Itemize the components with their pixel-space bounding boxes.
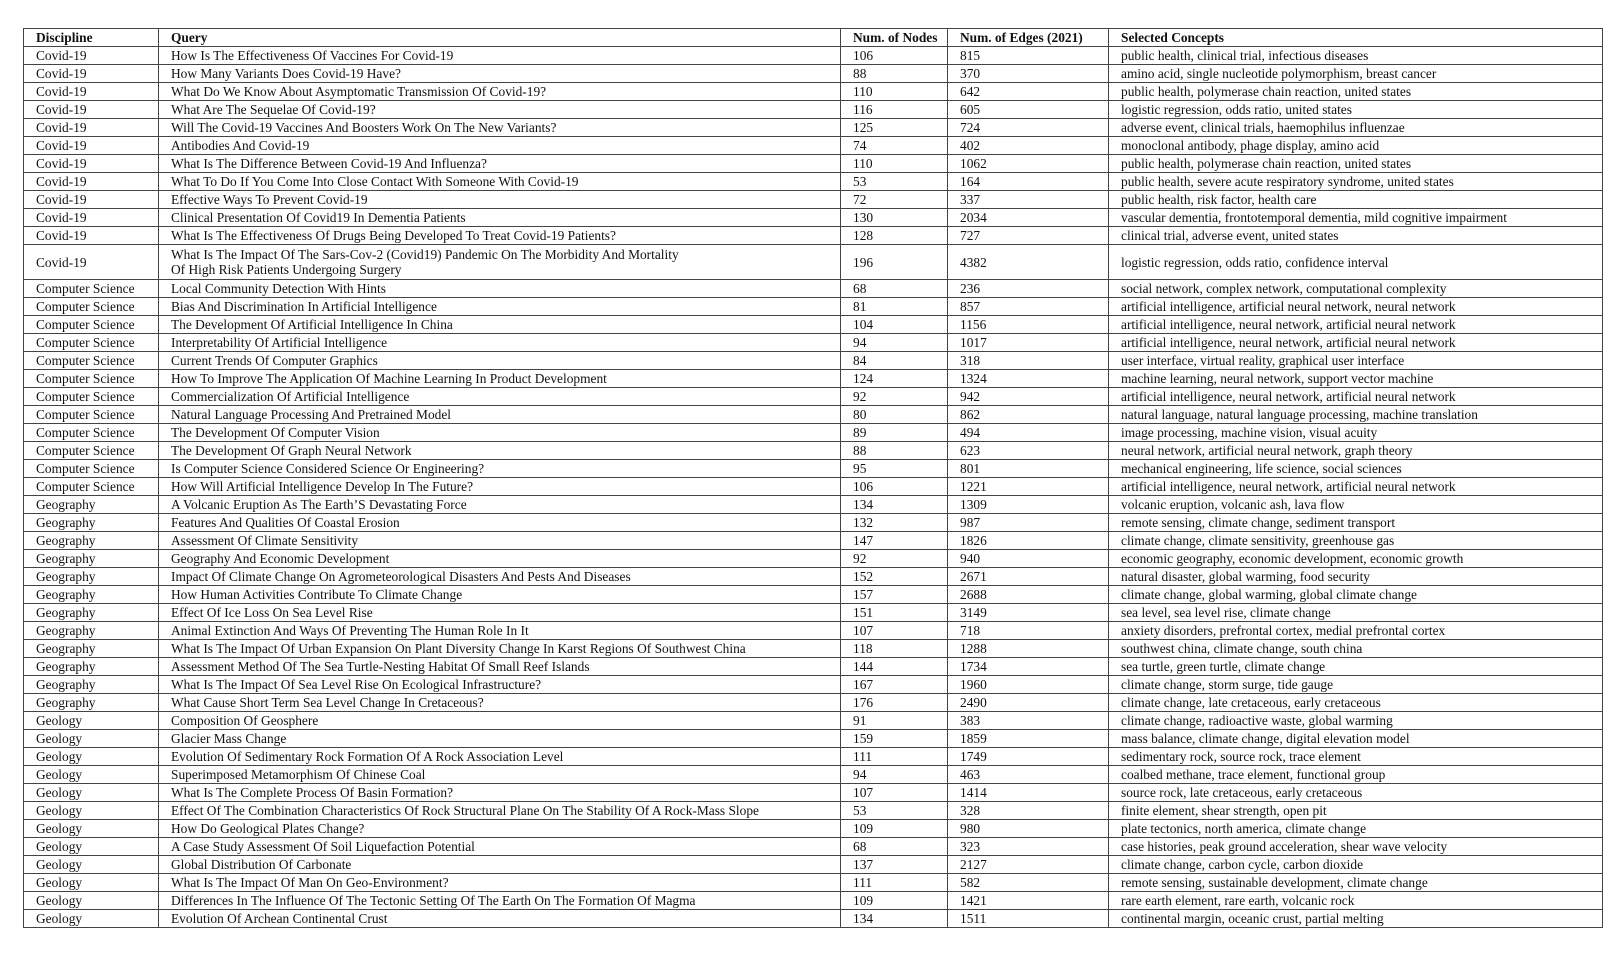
query-cell: A Volcanic Eruption As The Earth’S Devastating Force [159,496,841,514]
edges-cell: 862 [948,406,1109,424]
concepts-cell: sedimentary rock, source rock, trace element [1109,748,1603,766]
query-cell: Interpretability Of Artificial Intelligence [159,334,841,352]
concepts-table [23,28,1603,928]
table-row [24,622,1603,640]
query-cell: Antibodies And Covid-19 [159,137,841,155]
nodes-cell: 152 [841,568,948,586]
discipline-cell: Covid-19 [24,101,159,119]
edges-cell: 942 [948,388,1109,406]
query-cell: Differences In The Influence Of The Tectonic Setting Of The Earth On The Formation Of Magma [159,892,841,910]
discipline-cell: Geology [24,910,159,928]
query-cell: Effective Ways To Prevent Covid-19 [159,191,841,209]
discipline-cell: Geography [24,586,159,604]
edges-cell: 582 [948,874,1109,892]
edges-cell: 718 [948,622,1109,640]
concepts-cell: artificial intelligence, artificial neural network, neural network [1109,298,1603,316]
edges-cell: 1749 [948,748,1109,766]
table-row [24,514,1603,532]
nodes-cell: 107 [841,784,948,802]
discipline-cell: Geology [24,766,159,784]
concepts-cell: neural network, artificial neural network, graph theory [1109,442,1603,460]
edges-cell: 383 [948,712,1109,730]
concepts-cell: coalbed methane, trace element, functional group [1109,766,1603,784]
nodes-cell: 84 [841,352,948,370]
discipline-cell: Covid-19 [24,227,159,245]
query-cell: Assessment Of Climate Sensitivity [159,532,841,550]
header-discipline: Discipline [24,29,159,47]
concepts-cell: logistic regression, odds ratio, confidence interval [1109,245,1603,280]
query-cell: How Do Geological Plates Change? [159,820,841,838]
edges-cell: 1421 [948,892,1109,910]
concepts-cell: southwest china, climate change, south china [1109,640,1603,658]
query-cell: What Is The Impact Of Sea Level Rise On Ecological Infrastructure? [159,676,841,694]
edges-cell: 1156 [948,316,1109,334]
nodes-cell: 147 [841,532,948,550]
edges-cell: 1288 [948,640,1109,658]
nodes-cell: 80 [841,406,948,424]
table-row [24,640,1603,658]
table-row [24,712,1603,730]
edges-cell: 1414 [948,784,1109,802]
concepts-cell: climate change, radioactive waste, global warming [1109,712,1603,730]
discipline-cell: Computer Science [24,316,159,334]
edges-cell: 236 [948,280,1109,298]
edges-cell: 1859 [948,730,1109,748]
query-cell: How Will Artificial Intelligence Develop In The Future? [159,478,841,496]
table-row [24,245,1603,280]
discipline-cell: Geology [24,874,159,892]
concepts-cell: mass balance, climate change, digital elevation model [1109,730,1603,748]
edges-cell: 623 [948,442,1109,460]
concepts-cell: sea level, sea level rise, climate change [1109,604,1603,622]
query-cell: What To Do If You Come Into Close Contact With Someone With Covid-19 [159,173,841,191]
discipline-cell: Geology [24,730,159,748]
nodes-cell: 157 [841,586,948,604]
table-row [24,658,1603,676]
query-cell: How To Improve The Application Of Machine Learning In Product Development [159,370,841,388]
nodes-cell: 196 [841,245,948,280]
query-cell: Will The Covid-19 Vaccines And Boosters Work On The New Variants? [159,119,841,137]
edges-cell: 605 [948,101,1109,119]
nodes-cell: 130 [841,209,948,227]
discipline-cell: Geology [24,784,159,802]
table-row [24,820,1603,838]
concepts-cell: climate change, late cretaceous, early cretaceous [1109,694,1603,712]
query-cell [159,245,841,280]
nodes-cell: 109 [841,892,948,910]
table-row [24,676,1603,694]
concepts-cell: economic geography, economic development, economic growth [1109,550,1603,568]
table-row [24,47,1603,65]
table-row [24,370,1603,388]
table-row [24,604,1603,622]
concepts-cell: public health, risk factor, health care [1109,191,1603,209]
discipline-cell: Geography [24,676,159,694]
query-cell: Glacier Mass Change [159,730,841,748]
edges-cell: 1221 [948,478,1109,496]
discipline-cell: Covid-19 [24,119,159,137]
discipline-cell: Geography [24,640,159,658]
table-row [24,173,1603,191]
discipline-cell: Geography [24,622,159,640]
concepts-cell: volcanic eruption, volcanic ash, lava flow [1109,496,1603,514]
concepts-cell: remote sensing, climate change, sediment transport [1109,514,1603,532]
nodes-cell: 110 [841,155,948,173]
concepts-cell: case histories, peak ground acceleration, shear wave velocity [1109,838,1603,856]
table-row [24,748,1603,766]
nodes-cell: 95 [841,460,948,478]
edges-cell: 1324 [948,370,1109,388]
query-cell: Superimposed Metamorphism Of Chinese Coal [159,766,841,784]
nodes-cell: 94 [841,334,948,352]
concepts-cell: anxiety disorders, prefrontal cortex, medial prefrontal cortex [1109,622,1603,640]
concepts-cell: natural disaster, global warming, food security [1109,568,1603,586]
query-cell: Global Distribution Of Carbonate [159,856,841,874]
nodes-cell: 111 [841,874,948,892]
edges-cell: 328 [948,802,1109,820]
concepts-cell: finite element, shear strength, open pit [1109,802,1603,820]
discipline-cell: Computer Science [24,352,159,370]
table-row [24,874,1603,892]
query-cell: Geography And Economic Development [159,550,841,568]
nodes-cell: 92 [841,550,948,568]
discipline-cell: Computer Science [24,334,159,352]
table-row [24,550,1603,568]
nodes-cell: 134 [841,910,948,928]
query-cell: Evolution Of Archean Continental Crust [159,910,841,928]
edges-cell: 815 [948,47,1109,65]
concepts-cell: natural language, natural language processing, machine translation [1109,406,1603,424]
discipline-cell: Computer Science [24,406,159,424]
query-cell: Commercialization Of Artificial Intelligence [159,388,841,406]
edges-cell: 727 [948,227,1109,245]
table-row [24,766,1603,784]
edges-cell: 2490 [948,694,1109,712]
nodes-cell: 128 [841,227,948,245]
concepts-cell: rare earth element, rare earth, volcanic rock [1109,892,1603,910]
discipline-cell: Covid-19 [24,137,159,155]
table-row [24,892,1603,910]
table-row [24,209,1603,227]
edges-cell: 1960 [948,676,1109,694]
discipline-cell: Covid-19 [24,245,159,280]
concepts-cell: machine learning, neural network, support vector machine [1109,370,1603,388]
nodes-cell: 91 [841,712,948,730]
edges-cell: 494 [948,424,1109,442]
edges-cell: 724 [948,119,1109,137]
nodes-cell: 134 [841,496,948,514]
query-cell: Features And Qualities Of Coastal Erosion [159,514,841,532]
header-num-nodes: Num. of Nodes [841,29,948,47]
query-cell: Current Trends Of Computer Graphics [159,352,841,370]
discipline-cell: Geography [24,658,159,676]
concepts-cell: clinical trial, adverse event, united states [1109,227,1603,245]
table-row [24,406,1603,424]
edges-cell: 2034 [948,209,1109,227]
table-row [24,280,1603,298]
table-row [24,784,1603,802]
query-cell: Animal Extinction And Ways Of Preventing The Human Role In It [159,622,841,640]
discipline-cell: Geology [24,820,159,838]
discipline-cell: Geology [24,838,159,856]
concepts-cell: climate change, climate sensitivity, greenhouse gas [1109,532,1603,550]
nodes-cell: 109 [841,820,948,838]
discipline-cell: Covid-19 [24,155,159,173]
table-row [24,101,1603,119]
query-cell: Composition Of Geosphere [159,712,841,730]
edges-cell: 3149 [948,604,1109,622]
table-row [24,352,1603,370]
discipline-cell: Geology [24,802,159,820]
table-row [24,568,1603,586]
query-cell: What Is The Impact Of Urban Expansion On Plant Diversity Change In Karst Regions Of Southwest China [159,640,841,658]
edges-cell: 987 [948,514,1109,532]
query-cell: What Is The Impact Of Man On Geo-Environment? [159,874,841,892]
table-row [24,460,1603,478]
nodes-cell: 107 [841,622,948,640]
nodes-cell: 110 [841,83,948,101]
concepts-cell: public health, severe acute respiratory syndrome, united states [1109,173,1603,191]
table-row [24,730,1603,748]
edges-cell: 940 [948,550,1109,568]
discipline-cell: Geology [24,748,159,766]
table-row [24,496,1603,514]
concepts-cell: remote sensing, sustainable development, climate change [1109,874,1603,892]
table-row [24,155,1603,173]
edges-cell: 318 [948,352,1109,370]
query-line: What Is The Impact Of The Sars-Cov-2 (Covid19) Pandemic On The Morbidity And Mortality [171,246,679,262]
nodes-cell: 176 [841,694,948,712]
table-row [24,388,1603,406]
discipline-cell: Geography [24,496,159,514]
concepts-cell: sea turtle, green turtle, climate change [1109,658,1603,676]
table-row [24,442,1603,460]
concepts-cell: image processing, machine vision, visual acuity [1109,424,1603,442]
table-row [24,119,1603,137]
query-cell: The Development Of Computer Vision [159,424,841,442]
header-row [24,29,1603,47]
query-cell: How Is The Effectiveness Of Vaccines For Covid-19 [159,47,841,65]
nodes-cell: 92 [841,388,948,406]
nodes-cell: 88 [841,442,948,460]
discipline-cell: Geography [24,568,159,586]
nodes-cell: 132 [841,514,948,532]
table-row [24,424,1603,442]
nodes-cell: 81 [841,298,948,316]
table-row [24,316,1603,334]
concepts-cell: public health, polymerase chain reaction, united states [1109,155,1603,173]
query-cell: The Development Of Artificial Intelligence In China [159,316,841,334]
edges-cell: 857 [948,298,1109,316]
edges-cell: 1734 [948,658,1109,676]
discipline-cell: Computer Science [24,442,159,460]
nodes-cell: 89 [841,424,948,442]
table-row [24,910,1603,928]
nodes-cell: 106 [841,47,948,65]
discipline-cell: Computer Science [24,280,159,298]
query-cell: How Human Activities Contribute To Climate Change [159,586,841,604]
edges-cell: 2688 [948,586,1109,604]
table-row [24,334,1603,352]
nodes-cell: 151 [841,604,948,622]
query-line: Of High Risk Patients Undergoing Surgery [171,262,402,277]
edges-cell: 4382 [948,245,1109,280]
concepts-cell: artificial intelligence, neural network, artificial neural network [1109,334,1603,352]
discipline-cell: Covid-19 [24,173,159,191]
table-header [24,29,1603,47]
discipline-cell: Geography [24,550,159,568]
edges-cell: 1826 [948,532,1109,550]
discipline-cell: Geology [24,712,159,730]
discipline-cell: Geography [24,604,159,622]
concepts-cell: mechanical engineering, life science, social sciences [1109,460,1603,478]
concepts-cell: artificial intelligence, neural network, artificial neural network [1109,478,1603,496]
nodes-cell: 106 [841,478,948,496]
query-cell: How Many Variants Does Covid-19 Have? [159,65,841,83]
concepts-cell: artificial intelligence, neural network, artificial neural network [1109,316,1603,334]
query-cell: Local Community Detection With Hints [159,280,841,298]
discipline-cell: Computer Science [24,424,159,442]
table-row [24,478,1603,496]
concepts-cell: amino acid, single nucleotide polymorphism, breast cancer [1109,65,1603,83]
discipline-cell: Computer Science [24,370,159,388]
header-selected-concepts: Selected Concepts [1109,29,1603,47]
query-cell: Effect Of The Combination Characteristics Of Rock Structural Plane On The Stability Of A Rock-Mass Slope [159,802,841,820]
concepts-cell: climate change, storm surge, tide gauge [1109,676,1603,694]
nodes-cell: 94 [841,766,948,784]
discipline-cell: Geology [24,856,159,874]
query-cell: Effect Of Ice Loss On Sea Level Rise [159,604,841,622]
table-body [24,47,1603,928]
discipline-cell: Computer Science [24,460,159,478]
query-cell: Bias And Discrimination In Artificial Intelligence [159,298,841,316]
query-cell: What Are The Sequelae Of Covid-19? [159,101,841,119]
nodes-cell: 72 [841,191,948,209]
query-cell: What Do We Know About Asymptomatic Transmission Of Covid-19? [159,83,841,101]
query-cell: What Is The Complete Process Of Basin Formation? [159,784,841,802]
concepts-cell: climate change, global warming, global climate change [1109,586,1603,604]
concepts-cell: public health, clinical trial, infectious diseases [1109,47,1603,65]
nodes-cell: 159 [841,730,948,748]
table-row [24,227,1603,245]
query-cell: Evolution Of Sedimentary Rock Formation Of A Rock Association Level [159,748,841,766]
edges-cell: 323 [948,838,1109,856]
table-row [24,83,1603,101]
edges-cell: 801 [948,460,1109,478]
edges-cell: 1309 [948,496,1109,514]
discipline-cell: Covid-19 [24,209,159,227]
header-num-edges: Num. of Edges (2021) [948,29,1109,47]
nodes-cell: 104 [841,316,948,334]
concepts-cell: logistic regression, odds ratio, united states [1109,101,1603,119]
concepts-cell: adverse event, clinical trials, haemophilus influenzae [1109,119,1603,137]
table-row [24,65,1603,83]
discipline-cell: Geography [24,532,159,550]
concepts-cell: continental margin, oceanic crust, partial melting [1109,910,1603,928]
edges-cell: 1062 [948,155,1109,173]
edges-cell: 370 [948,65,1109,83]
edges-cell: 1017 [948,334,1109,352]
query-cell: The Development Of Graph Neural Network [159,442,841,460]
nodes-cell: 124 [841,370,948,388]
query-cell: Assessment Method Of The Sea Turtle-Nesting Habitat Of Small Reef Islands [159,658,841,676]
edges-cell: 980 [948,820,1109,838]
query-cell: What Is The Effectiveness Of Drugs Being Developed To Treat Covid-19 Patients? [159,227,841,245]
concepts-cell: climate change, carbon cycle, carbon dioxide [1109,856,1603,874]
table-row [24,191,1603,209]
table-row [24,298,1603,316]
edges-cell: 2671 [948,568,1109,586]
concepts-cell: user interface, virtual reality, graphical user interface [1109,352,1603,370]
nodes-cell: 116 [841,101,948,119]
query-cell: What Cause Short Term Sea Level Change In Cretaceous? [159,694,841,712]
concepts-cell: public health, polymerase chain reaction, united states [1109,83,1603,101]
concepts-cell: artificial intelligence, neural network, artificial neural network [1109,388,1603,406]
nodes-cell: 68 [841,838,948,856]
edges-cell: 337 [948,191,1109,209]
nodes-cell: 167 [841,676,948,694]
concepts-cell: source rock, late cretaceous, early cretaceous [1109,784,1603,802]
nodes-cell: 88 [841,65,948,83]
nodes-cell: 125 [841,119,948,137]
nodes-cell: 53 [841,802,948,820]
edges-cell: 164 [948,173,1109,191]
table-row [24,838,1603,856]
nodes-cell: 53 [841,173,948,191]
nodes-cell: 74 [841,137,948,155]
edges-cell: 642 [948,83,1109,101]
table-row [24,586,1603,604]
nodes-cell: 144 [841,658,948,676]
discipline-cell: Geology [24,892,159,910]
table-row [24,856,1603,874]
header-query: Query [159,29,841,47]
discipline-cell: Covid-19 [24,191,159,209]
query-cell: Clinical Presentation Of Covid19 In Dementia Patients [159,209,841,227]
nodes-cell: 68 [841,280,948,298]
discipline-cell: Computer Science [24,478,159,496]
nodes-cell: 137 [841,856,948,874]
query-cell: Is Computer Science Considered Science Or Engineering? [159,460,841,478]
nodes-cell: 111 [841,748,948,766]
discipline-cell: Computer Science [24,298,159,316]
discipline-cell: Covid-19 [24,65,159,83]
edges-cell: 2127 [948,856,1109,874]
concepts-cell: vascular dementia, frontotemporal dementia, mild cognitive impairment [1109,209,1603,227]
discipline-cell: Geography [24,694,159,712]
table-row [24,802,1603,820]
concepts-cell: monoclonal antibody, phage display, amino acid [1109,137,1603,155]
concepts-cell: social network, complex network, computational complexity [1109,280,1603,298]
discipline-cell: Geography [24,514,159,532]
concepts-cell: plate tectonics, north america, climate change [1109,820,1603,838]
table-row [24,137,1603,155]
edges-cell: 1511 [948,910,1109,928]
query-cell: A Case Study Assessment Of Soil Liquefaction Potential [159,838,841,856]
discipline-cell: Covid-19 [24,83,159,101]
query-cell: Natural Language Processing And Pretrained Model [159,406,841,424]
discipline-cell: Computer Science [24,388,159,406]
nodes-cell: 118 [841,640,948,658]
table-row [24,532,1603,550]
edges-cell: 402 [948,137,1109,155]
edges-cell: 463 [948,766,1109,784]
table-row [24,694,1603,712]
discipline-cell: Covid-19 [24,47,159,65]
query-cell: Impact Of Climate Change On Agrometeorological Disasters And Pests And Diseases [159,568,841,586]
query-cell: What Is The Difference Between Covid-19 And Influenza? [159,155,841,173]
